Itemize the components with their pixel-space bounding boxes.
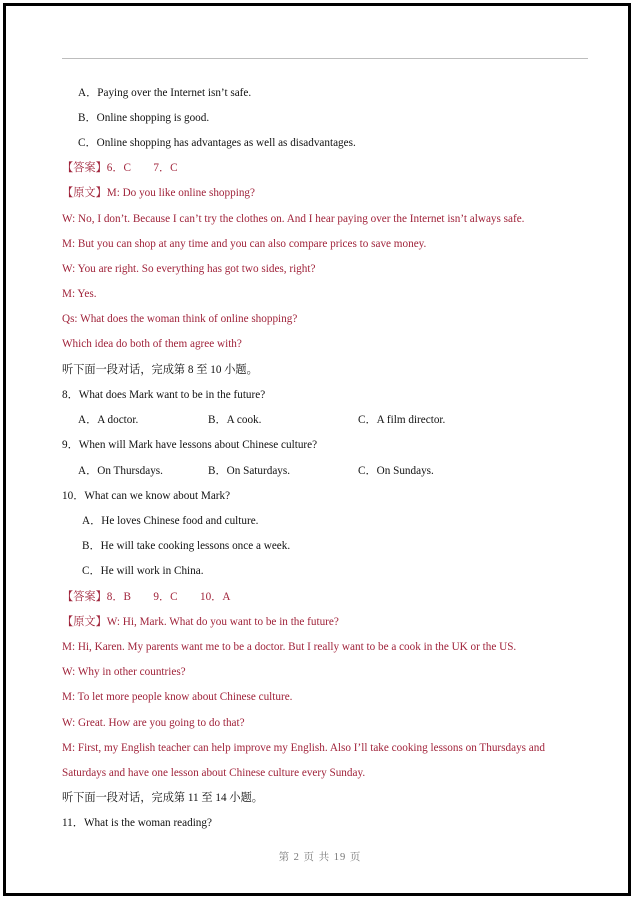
option-c-q9: C．On Sundays. <box>358 465 434 477</box>
question-8: 8．What does Mark want to be in the future? <box>62 389 266 401</box>
transcript-question: Qs: What does the woman think of online shopping? <box>62 313 298 325</box>
answer-6-7: 【答案】6．C 7．C <box>62 162 178 174</box>
option-b-q9: B．On Saturdays. <box>208 465 291 477</box>
option-b-q7: B．Online shopping is good. <box>78 112 210 124</box>
transcript-line: W: Why in other countries? <box>62 666 186 678</box>
option-a-q7: A．Paying over the Internet isn’t safe. <box>78 87 252 99</box>
transcript-line: M: To let more people know about Chinese culture. <box>62 691 293 703</box>
section-instruction: 听下面一段对话，完成第 8 至 10 小题。 <box>62 364 258 376</box>
section-instruction: 听下面一段对话，完成第 11 至 14 小题。 <box>62 792 263 804</box>
transcript-line: W: You are right. So everything has got two sides, right? <box>62 263 316 275</box>
transcript-line: M: But you can shop at any time and you can also compare prices to save money. <box>62 238 427 250</box>
answer-8-10: 【答案】8．B 9．C 10．A <box>62 591 231 603</box>
header-rule <box>62 58 588 59</box>
question-9: 9．When will Mark have lessons about Chinese culture? <box>62 439 318 451</box>
question-10: 10．What can we know about Mark? <box>62 490 231 502</box>
document-page <box>3 3 631 896</box>
transcript-line: M: Yes. <box>62 288 97 300</box>
option-a-q9: A．On Thursdays. <box>78 465 163 477</box>
transcript-line: W: No, I don’t. Because I can’t try the clothes on. And I hear paying over the Internet isn’t always safe. <box>62 213 525 225</box>
transcript-line: Saturdays and have one lesson about Chinese culture every Sunday. <box>62 767 366 779</box>
option-c-q7: C．Online shopping has advantages as well as disadvantages. <box>78 137 356 149</box>
question-11: 11．What is the woman reading? <box>62 817 212 829</box>
option-a-q8: A．A doctor. <box>78 414 139 426</box>
transcript-line: M: First, my English teacher can help improve my English. Also I’ll take cooking lessons on Thursdays and <box>62 742 545 754</box>
option-c-q8: C．A film director. <box>358 414 446 426</box>
page-number: 第 2 页 共 19 页 <box>278 852 362 863</box>
option-b-q10: B．He will take cooking lessons once a week. <box>82 540 291 552</box>
option-c-q10: C．He will work in China. <box>82 565 204 577</box>
option-b-q8: B．A cook. <box>208 414 262 426</box>
transcript-line: 【原文】M: Do you like online shopping? <box>62 187 255 199</box>
transcript-line: 【原文】W: Hi, Mark. What do you want to be in the future? <box>62 616 339 628</box>
transcript-question: Which idea do both of them agree with? <box>62 338 242 350</box>
transcript-line: M: Hi, Karen. My parents want me to be a doctor. But I really want to be a cook in the UK or the US. <box>62 641 517 653</box>
transcript-line: W: Great. How are you going to do that? <box>62 717 245 729</box>
option-a-q10: A．He loves Chinese food and culture. <box>82 515 259 527</box>
